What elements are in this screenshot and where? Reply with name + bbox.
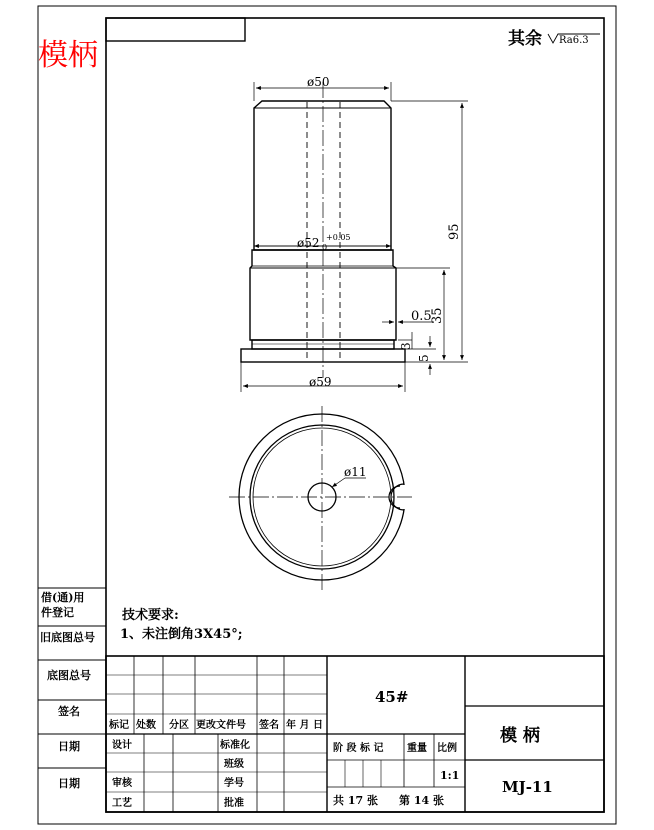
sheet-number: 第 14 张 xyxy=(399,794,444,807)
label-student-no: 学号 xyxy=(224,778,244,789)
label-review: 审核 xyxy=(112,778,132,789)
side-label-sign: 签名 xyxy=(58,705,80,718)
front-view xyxy=(241,82,405,378)
side-label-borrowed: 借(通)用 xyxy=(41,591,85,604)
label-stage: 阶 段 标 记 xyxy=(333,743,384,754)
roughness-prefix: 其余 xyxy=(508,29,542,49)
hdr-zone: 分区 xyxy=(169,720,189,731)
dim-mid-tol-lower: 0 xyxy=(322,243,328,252)
scale-value: 1:1 xyxy=(440,769,460,782)
top-view xyxy=(229,406,412,590)
roughness-value: Ra6.3 xyxy=(559,35,589,46)
side-label-date-2: 日期 xyxy=(58,777,80,790)
tech-item-1: 1、未注倒角3X45°; xyxy=(120,627,243,642)
inner-border xyxy=(106,18,604,812)
shank-outline xyxy=(254,101,391,250)
dim-flange-dia: ø59 xyxy=(309,375,332,389)
sheet-count: 共 17 张 xyxy=(333,794,378,807)
side-label-date-1: 日期 xyxy=(58,740,80,753)
label-weight: 重量 xyxy=(407,743,427,754)
hdr-sign: 签名 xyxy=(259,720,279,731)
label-design: 设计 xyxy=(112,740,132,751)
part-name-red: 模柄 xyxy=(38,38,98,73)
material: 45# xyxy=(375,688,409,706)
front-dimensions xyxy=(241,82,468,392)
label-class: 班级 xyxy=(224,759,244,770)
hdr-count: 处数 xyxy=(136,720,156,731)
hdr-date: 年 月 日 xyxy=(286,720,323,731)
dim-chamfer: 3 xyxy=(399,342,413,350)
corner-box xyxy=(106,18,245,41)
label-standard: 标准化 xyxy=(220,740,250,751)
dim-mid-dia: ø52 xyxy=(297,236,320,250)
label-process: 工艺 xyxy=(112,798,132,809)
title-part-name: 模 柄 xyxy=(500,726,540,746)
dim-top-dia: ø50 xyxy=(307,75,330,89)
dim-step: 0.5 xyxy=(411,309,432,324)
dim-mid-tol-upper: +0.05 xyxy=(326,233,351,242)
dim-height-total: 95 xyxy=(447,223,462,240)
dim-height-mid: 35 xyxy=(430,307,445,324)
label-ratio: 比例 xyxy=(437,743,457,754)
tech-title: 技术要求: xyxy=(122,608,179,623)
dim-hole-dia: ø11 xyxy=(344,465,367,479)
side-label-register: 件登记 xyxy=(41,606,74,619)
dim-flange-height: 5 xyxy=(417,354,431,362)
hdr-mark: 标记 xyxy=(109,720,129,731)
hdr-doc: 更改文件号 xyxy=(196,720,246,731)
label-approve: 批准 xyxy=(224,798,244,809)
side-label-base-no: 底图总号 xyxy=(47,669,91,682)
side-label-old-no: 旧底图总号 xyxy=(40,631,95,644)
roughness-note xyxy=(508,28,600,49)
drawing-number: MJ-11 xyxy=(502,778,553,796)
